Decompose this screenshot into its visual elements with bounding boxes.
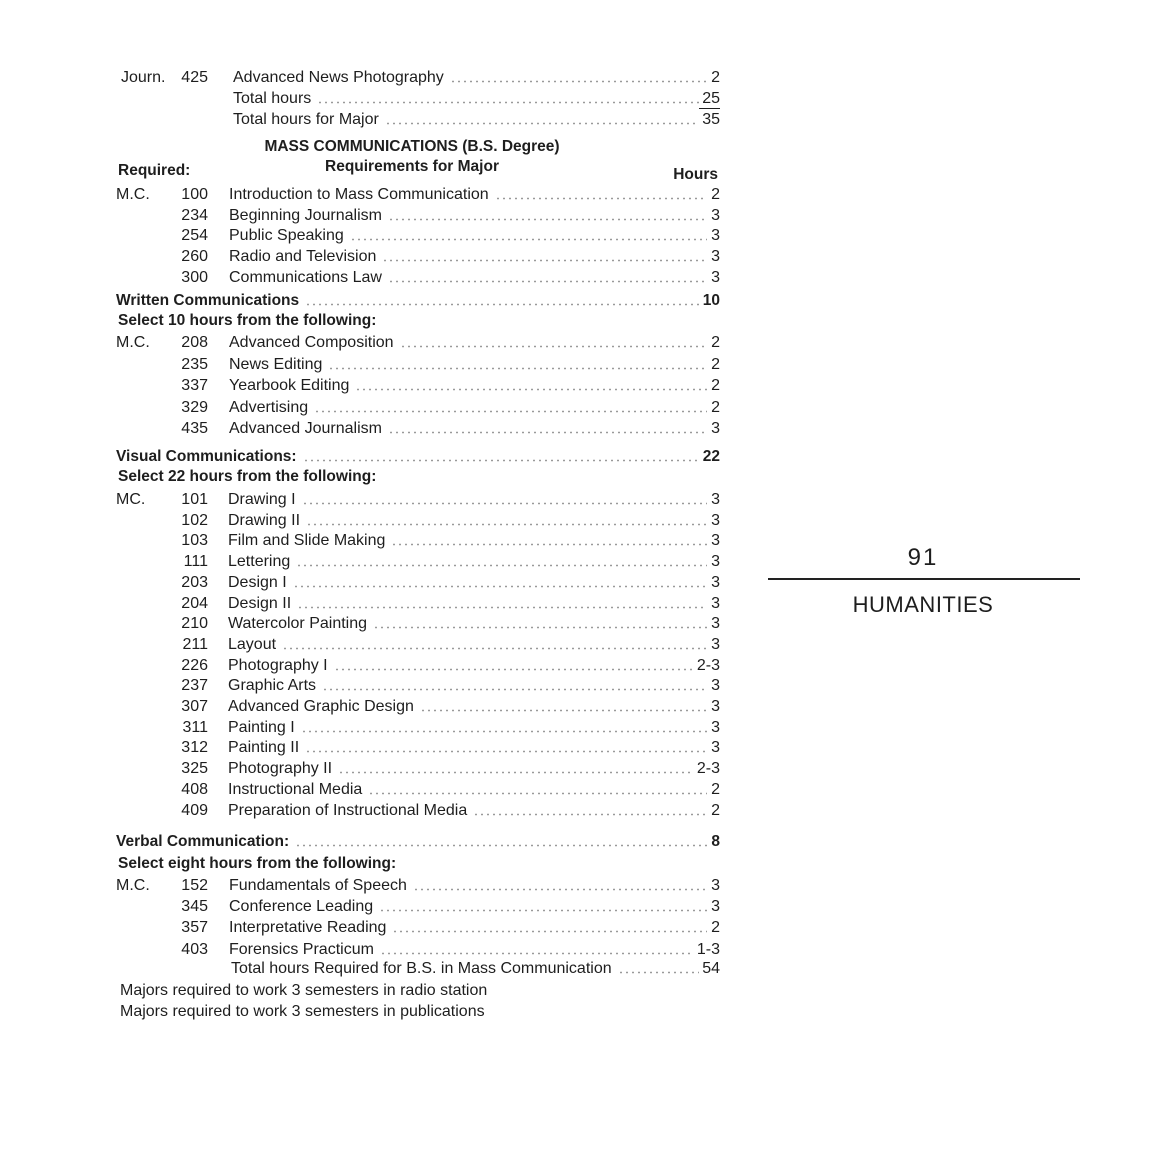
- course-row: [116, 332, 720, 353]
- course-row: [116, 225, 720, 246]
- course-row: [116, 375, 720, 396]
- course-hours: 2: [711, 780, 720, 798]
- total-major-hours: 35: [702, 111, 720, 128]
- course-number: 235: [181, 355, 208, 373]
- course-title: Fundamentals of Speech: [229, 877, 407, 894]
- course-title: Advanced Composition: [229, 334, 394, 351]
- course-hours: 2: [711, 919, 720, 937]
- dot-leader: [385, 122, 699, 125]
- course-row: [116, 184, 720, 205]
- course-row: [116, 779, 720, 800]
- course-hours: 3: [711, 206, 720, 224]
- course-number: 409: [181, 801, 208, 819]
- course-row: [116, 489, 720, 510]
- course-title: Photography I: [228, 656, 328, 674]
- section-label: Written Communications: [116, 292, 300, 309]
- course-title: Drawing II: [228, 511, 301, 529]
- course-title: News Editing: [229, 355, 323, 373]
- course-title: Design I: [228, 573, 287, 591]
- written-section-header: [116, 290, 720, 311]
- course-number: 211: [182, 635, 208, 653]
- course-title: Painting II: [228, 739, 300, 757]
- course-hours: 3: [711, 553, 720, 571]
- course-number: 329: [181, 398, 208, 416]
- course-title: Advertising: [229, 398, 309, 416]
- course-row: [116, 530, 720, 551]
- course-title: Conference Leading: [229, 898, 374, 916]
- course-row: [116, 418, 720, 439]
- course-row: [116, 717, 720, 738]
- dot-leader: [314, 410, 707, 413]
- running-head: HUMANITIES: [852, 592, 994, 617]
- course-number: 300: [181, 268, 208, 286]
- course-title: Advanced News Photography: [233, 69, 444, 86]
- section-hours: 22: [702, 448, 720, 465]
- dot-leader: [400, 345, 707, 348]
- course-number: 101: [181, 491, 208, 508]
- course-hours: 1-3: [696, 940, 720, 958]
- course-hours: 3: [711, 877, 720, 894]
- course-number: 260: [181, 248, 208, 266]
- course-hours: 2-3: [696, 760, 720, 778]
- total-major-label: Total hours for Major: [233, 111, 379, 128]
- course-hours: 3: [711, 573, 720, 591]
- dot-leader: [473, 813, 707, 816]
- course-title: Photography II: [228, 760, 333, 778]
- dot-leader: [495, 197, 707, 200]
- note-radio: Majors required to work 3 semesters in radio station: [120, 982, 488, 999]
- section-label: Verbal Communication:: [116, 833, 290, 850]
- dot-leader: [306, 523, 707, 526]
- dot-leader: [382, 259, 707, 262]
- course-row: [116, 205, 720, 226]
- course-title: Communications Law: [229, 268, 382, 286]
- course-row: [116, 875, 720, 896]
- course-number: 311: [182, 718, 208, 736]
- course-hours: 3: [711, 635, 720, 653]
- course-number: 203: [181, 573, 208, 591]
- course-title: Painting I: [228, 718, 295, 736]
- dot-leader: [296, 564, 707, 567]
- course-row: [116, 551, 720, 572]
- total-major-row: [116, 109, 720, 130]
- course-row: [116, 696, 720, 717]
- course-title: Interpretative Reading: [229, 919, 387, 937]
- course-number: 237: [181, 677, 208, 695]
- course-row: [116, 737, 720, 758]
- dot-leader: [338, 771, 694, 774]
- course-hours: 3: [711, 248, 720, 266]
- course-number: 325: [181, 760, 208, 778]
- dot-leader: [322, 688, 707, 691]
- dot-leader: [328, 367, 707, 370]
- dot-leader: [305, 303, 700, 306]
- visual-section-header: [116, 446, 720, 467]
- dot-leader: [392, 930, 707, 933]
- course-title: Layout: [228, 635, 277, 653]
- course-hours: 3: [711, 268, 720, 286]
- course-row: [116, 613, 720, 634]
- dot-leader: [303, 459, 700, 462]
- course-title: Introduction to Mass Communication: [229, 186, 489, 203]
- page-number: 91: [907, 544, 939, 571]
- course-number: 234: [181, 206, 208, 224]
- course-row: [116, 572, 720, 593]
- course-hours: 3: [711, 898, 720, 916]
- requirements-heading: Requirements for Major: [325, 158, 499, 175]
- course-number: 307: [181, 698, 208, 715]
- course-title: Drawing I: [228, 491, 296, 508]
- course-number: 425: [181, 69, 208, 86]
- dot-leader: [388, 280, 707, 283]
- dot-leader: [355, 388, 707, 391]
- dot-leader: [295, 844, 708, 847]
- dept-code: M.C.: [116, 334, 150, 351]
- header-rule: [768, 578, 1080, 580]
- total-label: Total hours: [233, 90, 312, 107]
- course-title: Watercolor Painting: [228, 615, 368, 633]
- dot-leader: [413, 888, 707, 891]
- course-number: 357: [181, 919, 208, 937]
- course-hours: 2: [711, 334, 720, 351]
- dot-leader: [282, 647, 707, 650]
- course-hours: 3: [711, 739, 720, 757]
- course-hours: 3: [711, 227, 720, 245]
- course-hours: 2: [711, 355, 720, 373]
- course-row: [116, 267, 720, 288]
- course-title: Beginning Journalism: [229, 206, 382, 224]
- course-row: [116, 510, 720, 531]
- course-hours: 2: [711, 186, 720, 203]
- course-title: Yearbook Editing: [229, 377, 350, 394]
- dept-code: M.C.: [116, 877, 150, 894]
- grand-total-hours: 54: [702, 960, 720, 977]
- course-hours: 3: [711, 491, 720, 508]
- grand-total-label: Total hours Required for B.S. in Mass Communication: [231, 960, 612, 977]
- required-label: Required:: [118, 162, 191, 179]
- course-number: 102: [181, 511, 208, 529]
- total-hours: 25: [699, 89, 720, 109]
- course-row: [116, 800, 720, 821]
- course-title: Forensics Practicum: [229, 940, 374, 958]
- section-hours: 10: [702, 292, 720, 309]
- dot-leader: [317, 101, 699, 104]
- course-number: 111: [183, 553, 208, 571]
- course-row: [116, 593, 720, 614]
- course-title: Instructional Media: [228, 780, 363, 798]
- verbal-select-instruction: Select eight hours from the following:: [118, 855, 397, 872]
- course-number: 254: [181, 227, 208, 245]
- dot-leader: [302, 502, 707, 505]
- dot-leader: [379, 909, 707, 912]
- course-hours: 3: [711, 698, 720, 715]
- course-row: [116, 675, 720, 696]
- course-row: [116, 67, 720, 88]
- dot-leader: [305, 750, 707, 753]
- program-title: MASS COMMUNICATIONS (B.S. Degree): [264, 138, 560, 155]
- course-title: Public Speaking: [229, 227, 344, 245]
- course-number: 103: [181, 532, 208, 550]
- course-title: Advanced Graphic Design: [228, 698, 414, 715]
- note-publications: Majors required to work 3 semesters in publications: [120, 1003, 485, 1020]
- dot-leader: [293, 585, 707, 588]
- course-number: 408: [181, 780, 208, 798]
- course-title: Graphic Arts: [228, 677, 317, 695]
- course-hours: 2: [711, 69, 720, 86]
- course-hours: 3: [711, 532, 720, 550]
- dot-leader: [373, 626, 707, 629]
- course-number: 208: [181, 334, 208, 351]
- course-row: [116, 397, 720, 418]
- course-hours: 3: [711, 594, 720, 612]
- course-title: Advanced Journalism: [229, 420, 382, 437]
- course-row: [116, 354, 720, 375]
- dot-leader: [297, 606, 707, 609]
- course-title: Preparation of Instructional Media: [228, 801, 468, 819]
- course-row: [116, 246, 720, 267]
- total-row: [116, 88, 720, 109]
- course-hours: 2-3: [696, 656, 720, 674]
- dot-leader: [388, 218, 707, 221]
- dept-code: Journ.: [121, 69, 166, 86]
- course-hours: 3: [711, 420, 720, 437]
- dot-leader: [388, 431, 707, 434]
- course-number: 337: [181, 377, 208, 394]
- course-hours: 3: [711, 677, 720, 695]
- verbal-section-header: [116, 831, 720, 852]
- course-hours: 2: [711, 398, 720, 416]
- course-title: Design II: [228, 594, 292, 612]
- section-label: Visual Communications:: [116, 448, 297, 465]
- course-row: [116, 634, 720, 655]
- course-hours: 3: [711, 511, 720, 529]
- course-row: [116, 896, 720, 917]
- dot-leader: [391, 543, 707, 546]
- course-title: Radio and Television: [229, 248, 377, 266]
- dot-leader: [301, 730, 707, 733]
- course-hours: 2: [711, 377, 720, 394]
- course-hours: 3: [711, 615, 720, 633]
- course-row: [116, 655, 720, 676]
- grand-total-row: [116, 958, 720, 979]
- course-hours: 2: [711, 801, 720, 819]
- course-number: 152: [181, 877, 208, 894]
- course-number: 226: [181, 656, 208, 674]
- course-number: 210: [181, 615, 208, 633]
- course-number: 403: [181, 940, 208, 958]
- dot-leader: [368, 792, 707, 795]
- section-hours: 8: [711, 833, 720, 850]
- dot-leader: [618, 971, 700, 974]
- course-number: 100: [181, 186, 208, 203]
- dot-leader: [420, 709, 707, 712]
- dot-leader: [350, 238, 707, 241]
- dept-code: M.C.: [116, 186, 150, 203]
- course-row: [116, 917, 720, 938]
- course-title: Film and Slide Making: [228, 532, 386, 550]
- dot-leader: [380, 952, 694, 955]
- course-number: 312: [181, 739, 208, 757]
- course-title: Lettering: [228, 553, 291, 571]
- visual-select-instruction: Select 22 hours from the following:: [118, 468, 377, 485]
- course-hours: 3: [711, 718, 720, 736]
- dept-code: MC.: [116, 491, 146, 508]
- written-select-instruction: Select 10 hours from the following:: [118, 312, 377, 329]
- course-number: 435: [181, 420, 208, 437]
- course-row: [116, 939, 720, 960]
- dot-leader: [334, 668, 694, 671]
- course-row: [116, 758, 720, 779]
- hours-header: Hours: [673, 166, 718, 183]
- course-number: 204: [181, 594, 208, 612]
- course-number: 345: [181, 898, 208, 916]
- dot-leader: [450, 80, 707, 83]
